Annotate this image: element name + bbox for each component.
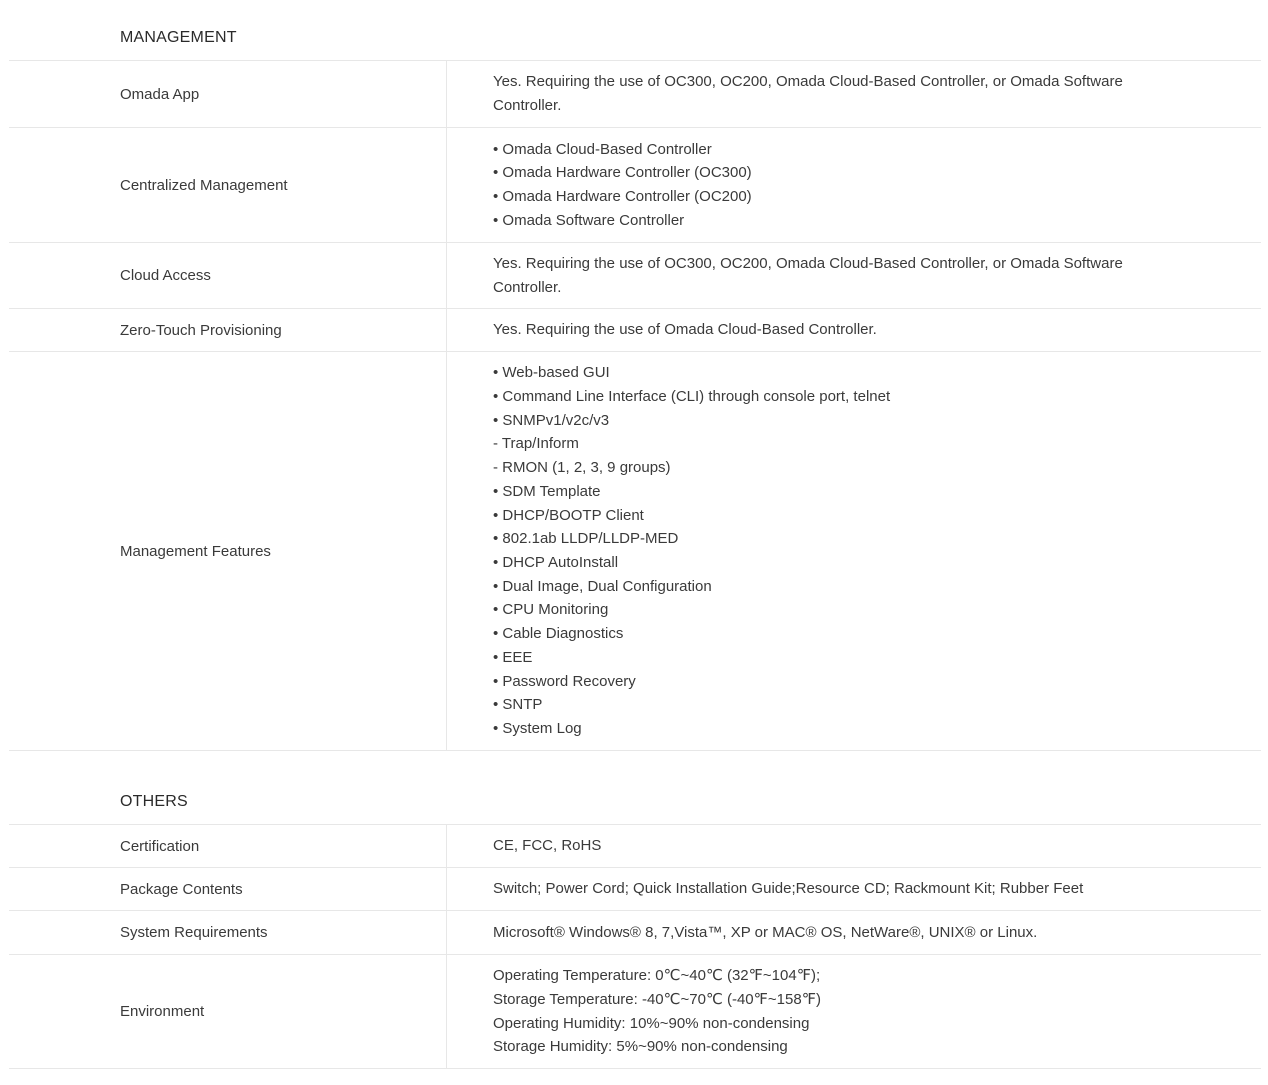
spec-value xyxy=(447,61,1261,127)
spec-value-line: Switch; Power Cord; Quick Installation Guide;Resource CD; Rackmount Kit; Rubber Feet xyxy=(493,880,1084,898)
spec-value-line: Yes. Requiring the use of OC300, OC200, Omada Cloud-Based Controller, or Omada Software Controller. xyxy=(493,73,1123,114)
spec-value-line: • Command Line Interface (CLI) through console port, telnet xyxy=(493,388,891,406)
spec-row-zero-touch-provisioning xyxy=(9,309,1261,352)
spec-value xyxy=(447,911,1261,954)
spec-row-environment xyxy=(9,955,1261,1069)
spec-value xyxy=(447,868,1261,910)
spec-row-centralized-management xyxy=(9,128,1261,243)
spec-value-line: • CPU Monitoring xyxy=(493,601,609,619)
spec-row-package-contents xyxy=(9,868,1261,911)
spec-value-line: Microsoft® Windows® 8, 7,Vista™, XP or MAC® OS, NetWare®, UNIX® or Linux. xyxy=(493,923,1038,941)
spec-value-line: • Password Recovery xyxy=(493,672,636,690)
spec-label: Centralized Management xyxy=(9,128,447,242)
spec-value-line: • Cable Diagnostics xyxy=(493,625,624,643)
spec-value xyxy=(447,243,1261,308)
spec-row-cloud-access xyxy=(9,243,1261,309)
spec-value-line: • 802.1ab LLDP/LLDP-MED xyxy=(493,530,679,548)
spec-label: Management Features xyxy=(9,352,447,750)
others-section-title: OTHERS xyxy=(120,793,188,810)
spec-value-line: • Omada Hardware Controller (OC200) xyxy=(493,188,752,205)
spec-value-line: - Trap/Inform xyxy=(493,435,579,453)
spec-label: Omada App xyxy=(9,61,447,127)
spec-value-line: • Omada Software Controller xyxy=(493,211,685,229)
management-section-title: MANAGEMENT xyxy=(120,29,237,46)
spec-value-line: • Dual Image, Dual Configuration xyxy=(493,577,712,595)
spec-row-management-features xyxy=(9,352,1261,751)
spec-value-line: • Web-based GUI xyxy=(493,364,610,382)
spec-value-line: • SNMPv1/v2c/v3 xyxy=(493,411,610,429)
spec-value-line: • EEE xyxy=(493,648,533,666)
spec-value-line: • DHCP AutoInstall xyxy=(493,554,619,571)
spec-label: Zero-Touch Provisioning xyxy=(9,309,447,351)
spec-value xyxy=(447,352,1261,750)
spec-value-line: CE, FCC, RoHS xyxy=(493,837,602,855)
spec-value-line: Operating Temperature: 0℃~40℃ (32℉~104℉); xyxy=(493,967,821,985)
spec-value-line: Storage Humidity: 5%~90% non-condensing xyxy=(493,1038,788,1056)
spec-label: Certification xyxy=(9,825,447,867)
spec-value-line: Operating Humidity: 10%~90% non-condensing xyxy=(493,1014,810,1032)
spec-value-line: Yes. Requiring the use of OC300, OC200, Omada Cloud-Based Controller, or Omada Software Controller. xyxy=(493,254,1123,296)
spec-value-line: • DHCP/BOOTP Client xyxy=(493,506,644,524)
spec-value-line: Storage Temperature: -40℃~70℃ (-40℉~158℉) xyxy=(493,990,821,1008)
spec-label: Package Contents xyxy=(9,868,447,910)
spec-value xyxy=(447,128,1261,242)
spec-value-line: • Omada Hardware Controller (OC300) xyxy=(493,164,752,182)
spec-row-certification xyxy=(9,825,1261,868)
spec-value-line: • SDM Template xyxy=(493,482,601,500)
spec-value xyxy=(447,309,1261,351)
spec-label: Environment xyxy=(9,955,447,1068)
spec-value-line: • Omada Cloud-Based Controller xyxy=(493,140,712,158)
spec-label: System Requirements xyxy=(9,911,447,954)
others-table xyxy=(9,824,1261,1069)
spec-value-line: • System Log xyxy=(493,719,582,737)
spec-value-line: Yes. Requiring the use of Omada Cloud-Based Controller. xyxy=(493,321,877,339)
spec-row-omada-app xyxy=(9,61,1261,128)
spec-value-line: • SNTP xyxy=(493,696,543,714)
spec-value xyxy=(447,955,1261,1068)
spec-value-line: - RMON (1, 2, 3, 9 groups) xyxy=(493,459,671,477)
spec-label: Cloud Access xyxy=(9,243,447,308)
management-table xyxy=(9,60,1261,751)
spec-row-system-requirements xyxy=(9,911,1261,955)
spec-value xyxy=(447,825,1261,867)
